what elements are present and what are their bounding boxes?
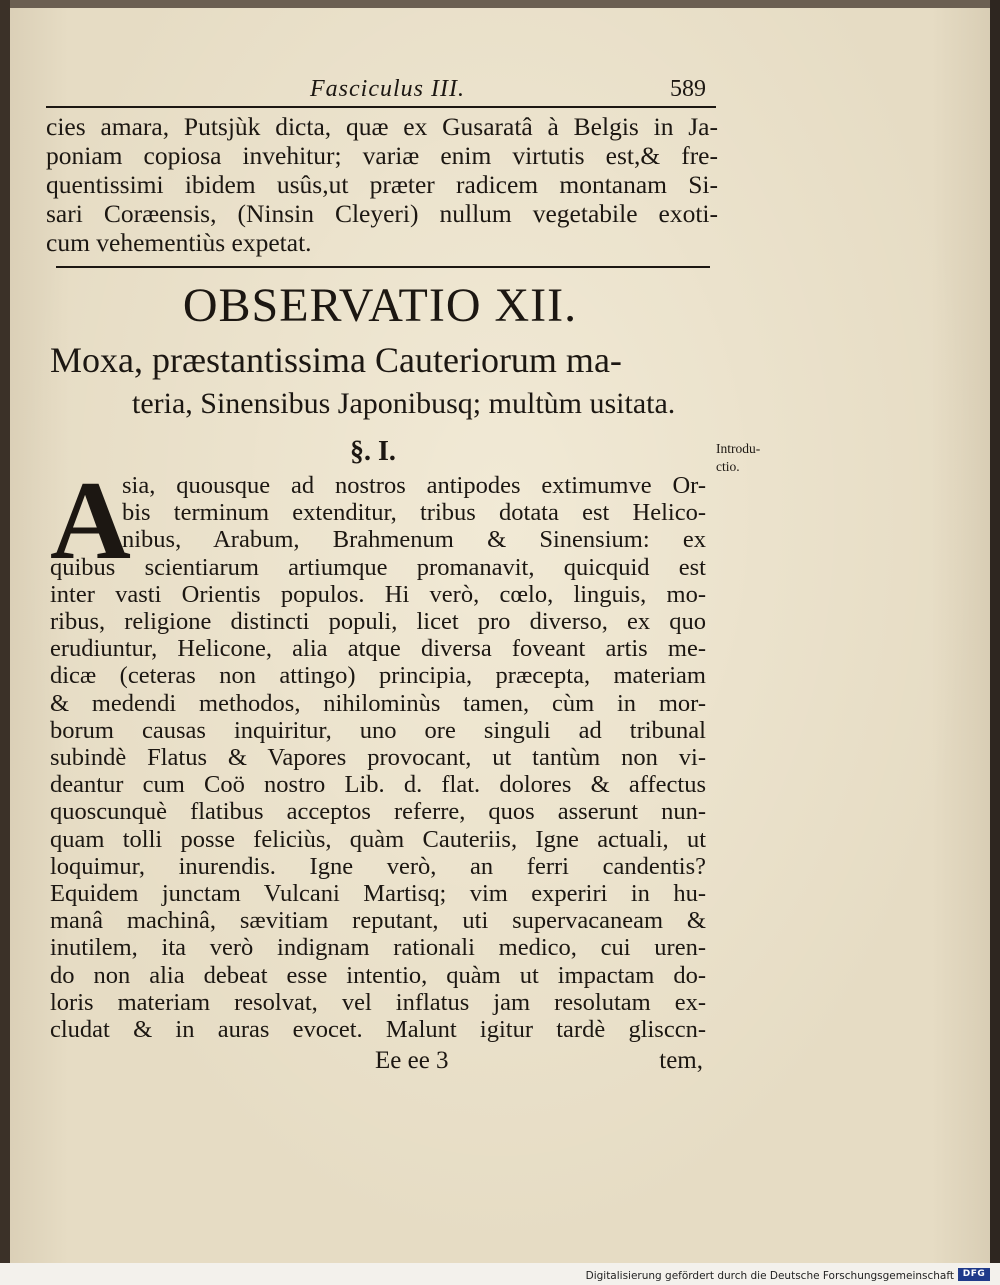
text-line: erudiuntur, Helicone, alia atque diversa foveant artis me- [50,635,706,663]
text-line: inter vasti Orientis populos. Hi verò, cœlo, linguis, mo- [50,580,706,608]
text-line: subindè Flatus & Vapores provocant, ut tantùm non vi- [50,744,706,772]
drop-cap: A [50,459,131,583]
catch-line [375,1047,703,1075]
signature-mark: Ee ee 3 [375,1047,449,1074]
text-line: dicæ (ceteras non attingo) principia, præcepta, materiam [50,662,706,690]
text-line: bis terminum extenditur, tribus dotata est Helico- [122,499,706,527]
section-divider-rule [56,266,710,268]
text-line: cum vehementiùs expetat. [46,228,312,257]
observation-title: OBSERVATIO XII. [182,279,578,332]
subtitle-line: teria, Sinensibus Japonibusq; multùm usitata. [132,387,676,420]
body-text [50,459,706,1044]
catchword: tem, [659,1047,703,1074]
funding-credit: Digitalisierung gefördert durch die Deutsche Forschungsgemeinschaft [585,1270,954,1282]
subtitle-line: Moxa, præstantissima Cauteriorum ma- [50,340,622,380]
text-line: ribus, religione distincti populi, licet pro diverso, ex quo [50,608,706,636]
header-rule [46,106,716,108]
text-line: loris materiam resolvat, vel inflatus jam resolutam ex- [50,988,706,1016]
dfg-logo: DFG [958,1268,990,1281]
page-number: 589 [670,76,706,102]
previous-observation-text [46,112,718,257]
digitization-footer [0,1263,1000,1285]
text-line: quoscunquè flatibus acceptos referre, quos asserunt nun- [50,798,706,826]
scan-right-edge [990,0,1000,1285]
text-line: deantur cum Coö nostro Lib. d. flat. dolores & affectus [50,771,706,799]
text-line: Equidem junctam Vulcani Martisq; vim experiri in hu- [50,880,706,908]
text-line: poniam copiosa invehitur; variæ enim virtutis est,& fre- [46,141,718,170]
margin-note: Introdu- ctio. [716,441,761,474]
running-head: Fasciculus III. [310,76,465,102]
text-line: do non alia debeat esse intentio, quàm ut impactam do- [50,961,706,989]
text-line: sia, quousque ad nostros antipodes extimumve Or- [122,472,706,499]
text-line: quibus scientiarum artiumque promanavit, quicquid est [50,553,706,581]
text-line: sari Coræensis, (Ninsin Cleyeri) nullum vegetabile exoti- [46,199,718,228]
text-line: cies amara, Putsjùk dicta, quæ ex Gusaratâ à Belgis in Ja- [46,112,718,141]
text-line: loquimur, inurendis. Igne verò, an ferri candentis? [50,852,706,880]
observation-subtitle [50,338,722,426]
text-line: borum causas inquiritur, uno ore singuli ad tribunal [50,716,706,744]
text-line: nibus, Arabum, Brahmenum & Sinensium: ex [122,526,706,554]
text-line: quentissimi ibidem usûs,ut præter radicem montanam Si- [46,170,718,199]
book-page [10,8,990,1263]
text-line: manâ machinâ, sævitiam reputant, uti supervacaneam & [50,907,706,935]
text-line: inutilem, ita verò indignam rationali medico, cui uren- [50,934,706,962]
text-line: cludat & in auras evocet. Malunt igitur tardè glisccn- [50,1016,706,1044]
text-line: & medendi methodos, nihilominùs tamen, cùm in mor- [50,689,706,717]
section-mark: §. I. [350,436,396,467]
text-line: quam tolli posse feliciùs, quàm Cauteriis, Igne actuali, ut [50,825,706,853]
scan-left-edge [0,0,10,1285]
